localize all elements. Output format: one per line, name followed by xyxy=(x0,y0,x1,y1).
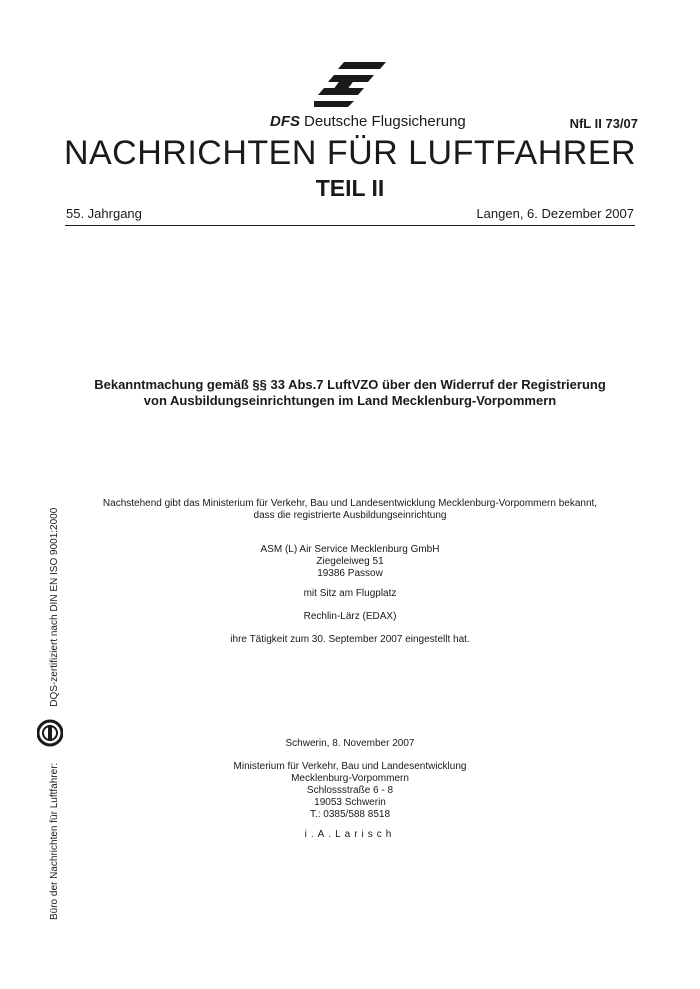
ministry-address xyxy=(0,761,700,821)
volume-label: 55. Jahrgang xyxy=(66,206,142,221)
brand-full-name: Deutsche Flugsicherung xyxy=(304,113,466,130)
publication-part: TEIL II xyxy=(315,175,385,201)
heading-line: Bekanntmachung gemäß §§ 33 Abs.7 LuftVZO über den Widerruf der Registrierung xyxy=(94,377,606,392)
closing-statement: ihre Tätigkeit zum 30. September 2007 eingestellt hat. xyxy=(230,634,470,645)
seat-label: mit Sitz am Flugplatz xyxy=(303,588,397,599)
intro-line: Nachstehend gibt das Ministerium für Verkehr, Bau und Landesentwicklung Mecklenburg-Vorpommern bekannt, xyxy=(102,498,598,509)
publication-place-date: Langen, 6. Dezember 2007 xyxy=(476,206,634,221)
publication-title: NACHRICHTEN FÜR LUFTFAHRER xyxy=(63,134,637,172)
ministry-phone: T.: 0385/588 8518 xyxy=(309,809,391,820)
signature-place-date: Schwerin, 8. November 2007 xyxy=(285,738,415,749)
intro-line: dass die registrierte Ausbildungseinrichtung xyxy=(253,510,447,521)
brand-name xyxy=(270,113,466,130)
ministry-street: Schlossstraße 6 - 8 xyxy=(306,785,394,796)
announcement-intro xyxy=(0,498,700,522)
issue-number: NfL II 73/07 xyxy=(569,116,638,131)
ministry-region: Mecklenburg-Vorpommern xyxy=(291,773,409,784)
dqs-seal-icon xyxy=(37,716,63,750)
ministry-name: Ministerium für Verkehr, Bau und Landesentwicklung xyxy=(233,761,467,772)
ministry-city: 19053 Schwerin xyxy=(314,797,386,808)
dfs-logo-icon xyxy=(314,60,388,108)
airfield-name: Rechlin-Lärz (EDAX) xyxy=(303,611,397,622)
signer-name: i.A.Larisch xyxy=(304,829,396,840)
company-street: Ziegeleiweg 51 xyxy=(316,556,384,567)
heading-line: von Ausbildungseinrichtungen im Land Mecklenburg-Vorpommern xyxy=(143,393,557,408)
announcement-heading xyxy=(0,377,700,409)
company-address xyxy=(0,544,700,580)
header-divider xyxy=(65,225,635,226)
sidebar-text xyxy=(49,508,60,920)
sidebar-office-label: Büro der Nachrichten für Luftfahrer: xyxy=(49,762,60,920)
company-city: 19386 Passow xyxy=(317,568,383,579)
sidebar-certification xyxy=(38,507,60,920)
brand-abbreviation: DFS xyxy=(270,113,300,130)
company-name: ASM (L) Air Service Mecklenburg GmbH xyxy=(260,544,440,555)
sidebar-certification-label: DQS-zertifiziert nach DIN EN ISO 9001:2000 xyxy=(49,507,60,707)
